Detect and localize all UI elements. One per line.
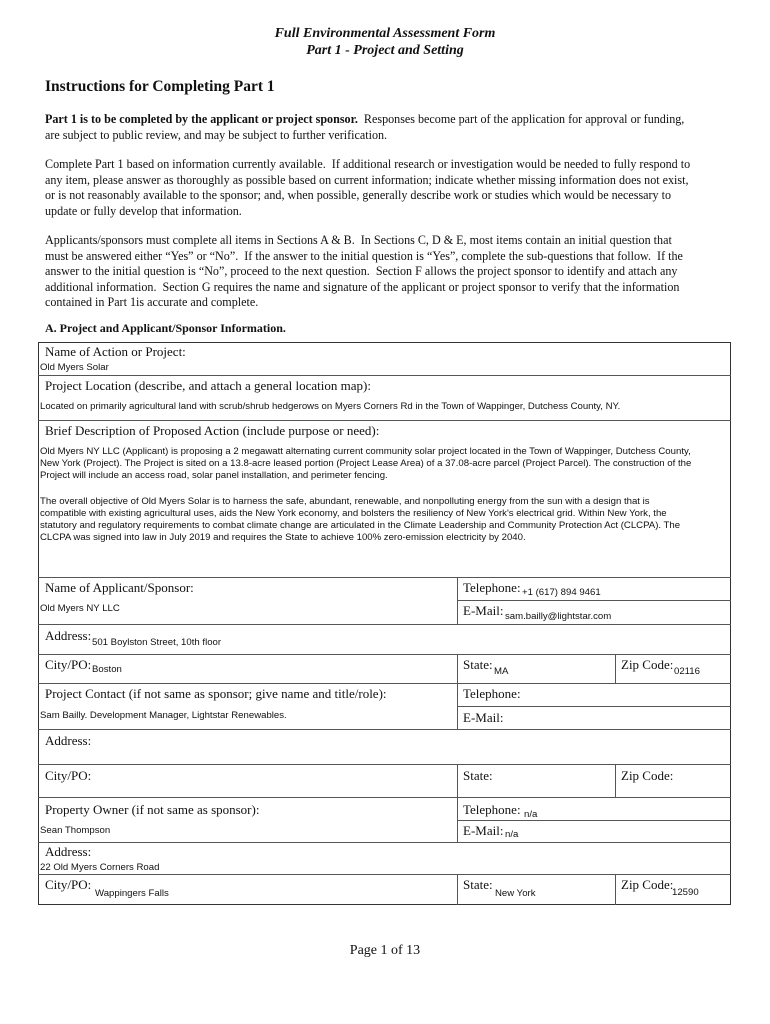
- contact-telephone-label: Telephone:: [463, 686, 521, 701]
- column-divider: [615, 874, 616, 905]
- p2-line: update or fully develop that information.: [45, 203, 242, 218]
- contact-address-label: Address:: [45, 733, 92, 748]
- owner-city-field[interactable]: Wappingers Falls: [95, 888, 169, 899]
- contact-field[interactable]: Sam Bailly. Development Manager, Lightstar Renewables.: [40, 710, 287, 721]
- applicant-zip-label: Zip Code:: [621, 657, 674, 672]
- page-number: Page 1 of 13: [349, 943, 421, 958]
- applicant-zip-field[interactable]: 02116: [674, 666, 700, 677]
- owner-telephone-field[interactable]: n/a: [524, 809, 538, 820]
- contact-email-label: E-Mail:: [463, 710, 504, 725]
- applicant-city-field[interactable]: Boston: [92, 664, 122, 675]
- row-divider: [38, 729, 731, 730]
- contact-zip-label: Zip Code:: [621, 768, 674, 783]
- p3-line: must be answered either “Yes” or “No”. If the answer to the initial question is “Yes”, complete the sub-questions that follow. If the: [45, 248, 683, 263]
- owner-address-field[interactable]: 22 Old Myers Corners Road: [40, 862, 160, 873]
- owner-zip-field[interactable]: 12590: [672, 887, 699, 898]
- row-divider: [38, 764, 731, 765]
- column-divider: [615, 654, 616, 683]
- owner-telephone-label: Telephone:: [463, 802, 521, 817]
- applicant-address-field[interactable]: 501 Boylston Street, 10th floor: [92, 637, 222, 648]
- project-location-label: Project Location (describe, and attach a general location map):: [45, 378, 371, 393]
- description-line: Old Myers NY LLC (Applicant) is proposing a 2 megawatt alternating current community solar project located in the Town of Wappinger, Dutchess County,: [40, 446, 691, 457]
- applicant-state-label: State:: [463, 657, 493, 672]
- instructions-paragraph-1: [45, 112, 730, 143]
- applicant-state-field[interactable]: MA: [494, 666, 509, 677]
- column-divider: [457, 764, 458, 842]
- p2-line: or is not reasonably available to the sponsor; and, when possible, generally describe work or studies which would be necessary to: [45, 188, 672, 203]
- description-line: statutory and regulatory requirements to combat climate change are articulated in the Climate Leadership and Community Protection Act (CLCPA). The: [40, 520, 681, 532]
- contact-city-label: City/PO:: [45, 768, 92, 783]
- project-name-label: Name of Action or Project:: [45, 344, 186, 359]
- section-a-heading: A. Project and Applicant/Sponsor Information.: [45, 321, 286, 335]
- owner-email-label: E-Mail:: [463, 823, 504, 838]
- owner-state-field[interactable]: New York: [495, 888, 536, 899]
- p3-line: answer to the initial question is “No”, proceed to the next question. Section F allows the project sponsor to identify and attach any: [45, 264, 678, 279]
- p3-line: additional information. Section G requires the name and signature of the applicant or project sponsor to verify that the information: [45, 279, 680, 294]
- p2-line: any item, please answer as thoroughly as possible based on current information; indicate whether missing information does not exist,: [45, 172, 689, 187]
- instructions-heading: Instructions for Completing Part 1: [45, 78, 275, 95]
- applicant-name-label: Name of Applicant/Sponsor:: [45, 580, 194, 595]
- applicant-telephone-field[interactable]: +1 (617) 894 9461: [522, 587, 601, 598]
- column-divider: [457, 577, 458, 624]
- row-divider: [38, 577, 731, 578]
- owner-address-label: Address:: [45, 844, 92, 859]
- column-divider: [457, 874, 458, 905]
- owner-zip-label: Zip Code:: [621, 877, 674, 892]
- row-divider: [457, 600, 731, 601]
- project-location-field[interactable]: Located on primarily agricultural land with scrub/shrub hedgerows on Myers Corners Rd in the Town of Wappinger, Dutchess County, NY.: [40, 401, 621, 412]
- applicant-name-field[interactable]: Old Myers NY LLC: [40, 603, 120, 614]
- applicant-city-label: City/PO:: [45, 657, 92, 672]
- owner-state-label: State:: [463, 877, 493, 892]
- applicant-email-label: E-Mail:: [463, 603, 504, 618]
- contact-label: Project Contact (if not same as sponsor; give name and title/role):: [45, 686, 387, 701]
- form-title: Full Environmental Assessment Form: [274, 26, 496, 41]
- row-divider: [38, 797, 731, 798]
- description-line: compatible with existing agricultural uses, aids the New York economy, and bolsters the resiliency of New York's electrical grid. Within New York, the: [40, 507, 667, 519]
- description-line: CLCPA was signed into law in July 2019 and requires the State to achieve 100% zero-emission electricity by 2040.: [40, 532, 526, 544]
- applicant-telephone-label: Telephone:: [463, 580, 521, 595]
- applicant-email-field[interactable]: sam.bailly@lightstar.com: [505, 611, 612, 622]
- p3-line: Applicants/sponsors must complete all items in Sections A & B. In Sections C, D & E, most items contain an initial question that: [45, 233, 672, 247]
- applicant-address-label: Address:: [45, 628, 92, 643]
- row-divider: [38, 375, 731, 376]
- p1-rest: Responses become part of the application for approval or funding,: [357, 112, 685, 126]
- p1-line2: are subject to public review, and may be subject to further verification.: [45, 127, 388, 142]
- project-description-field[interactable]: [40, 446, 730, 544]
- p1-bold-lead: Part 1 is to be completed by the applicant or project sponsor.: [45, 112, 358, 126]
- contact-state-label: State:: [463, 768, 493, 783]
- row-divider: [38, 624, 731, 625]
- description-line: New York (Project). The Project is sited on a 13.8-acre leased portion (Project Lease Area) of a 37.08-acre parcel (Project Parcel). The construction of the: [40, 458, 692, 470]
- column-divider: [615, 764, 616, 797]
- owner-city-label: City/PO:: [45, 877, 92, 892]
- row-divider: [38, 683, 731, 684]
- owner-label: Property Owner (if not same as sponsor):: [45, 802, 260, 817]
- description-line: Project will include an access road, solar panel installation, and perimeter fencing.: [40, 470, 388, 482]
- p3-line: contained in Part 1is accurate and complete.: [45, 295, 259, 310]
- description-line: The overall objective of Old Myers Solar is to harness the safe, abundant, renewable, and nonpolluting energy from the sun with a design that is: [40, 495, 650, 507]
- project-description-label: Brief Description of Proposed Action (include purpose or need):: [45, 423, 380, 438]
- p2-line: Complete Part 1 based on information currently available. If additional research or investigation would be needed to fully respond to: [45, 157, 691, 171]
- instructions-paragraph-2: [45, 157, 730, 219]
- row-divider: [38, 874, 731, 875]
- instructions-paragraph-3: [45, 233, 730, 311]
- row-divider: [457, 820, 731, 821]
- row-divider: [457, 706, 731, 707]
- row-divider: [38, 654, 731, 655]
- owner-field[interactable]: Sean Thompson: [40, 825, 111, 836]
- row-divider: [38, 420, 731, 421]
- project-name-field[interactable]: Old Myers Solar: [40, 362, 109, 373]
- row-divider: [38, 842, 731, 843]
- column-divider: [457, 654, 458, 729]
- owner-email-field[interactable]: n/a: [505, 829, 519, 840]
- form-subtitle: Part 1 - Project and Setting: [306, 43, 464, 58]
